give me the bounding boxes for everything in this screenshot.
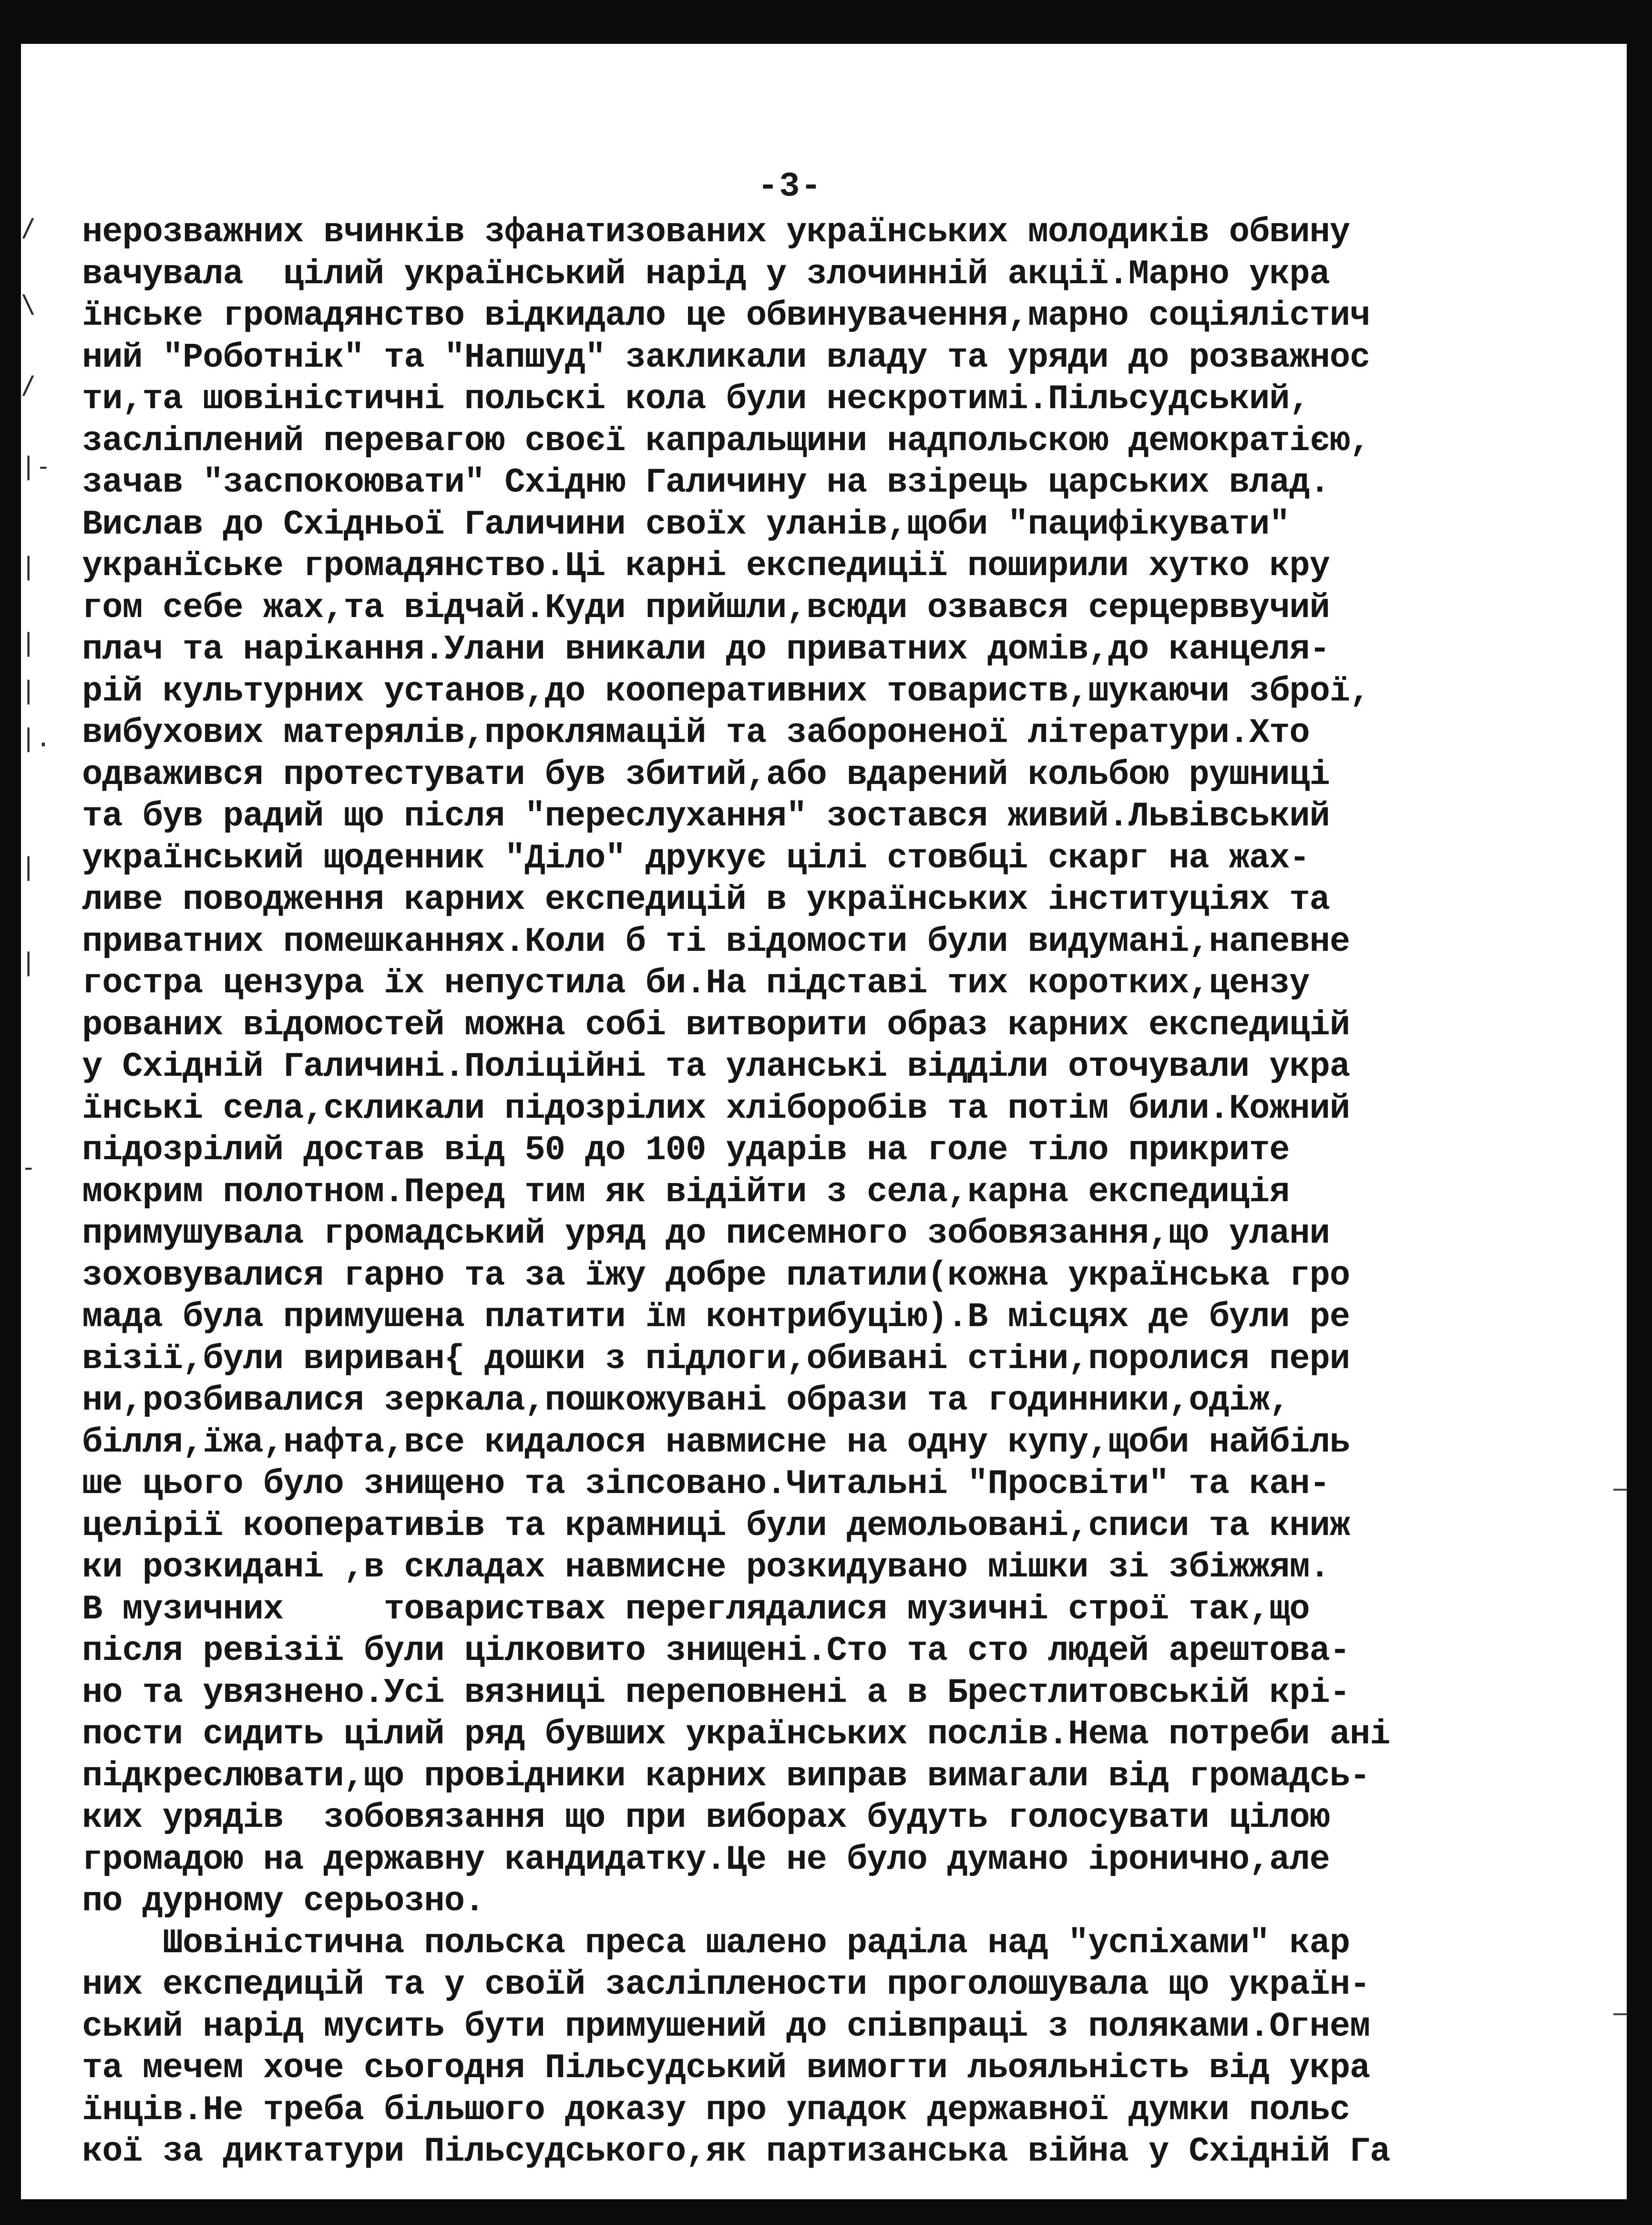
margin-mark: | (21, 948, 36, 977)
text-line: підозрілий достав від 50 до 100 ударів на голе тіло прикрите (82, 1131, 1290, 1170)
text-line: рій культурних установ,до кооперативних товариств,шукаючи зброї, (82, 671, 1370, 711)
text-line: зачав "заспокоювати" Східню Галичину на взірець царських влад. (82, 463, 1330, 502)
text-line: укранїське громадянство.Ці карні експедиції поширили хутко кру (82, 546, 1330, 586)
margin-mark: | (21, 628, 36, 657)
text-line: В музичних товариствах переглядалися музичні строї так,що (82, 1589, 1310, 1629)
text-line: візії,були вириван{ дошки з підлоги,обивані стіни,поролися пери (82, 1339, 1350, 1379)
text-line: но та увязнено.Усі вязниці переповнені а в Брестлитовській крі- (82, 1673, 1350, 1712)
text-line: по дурному серьозно. (82, 1882, 485, 1921)
text-line: Шовіністична польска преса шалено раділа над "успіхами" кар (82, 1923, 1350, 1963)
edge-tick-mark (1613, 2013, 1627, 2015)
text-line: білля,їжа,нафта,все кидалося навмисне на одну купу,щоби найбіль (82, 1422, 1350, 1462)
text-line: них експедицій та у своїй засліплености проголошувала що україн- (82, 1965, 1370, 2004)
text-line: мада була примушена платити їм контрибуцію).В місцях де були ре (82, 1298, 1350, 1337)
margin-mark: | (21, 853, 36, 881)
text-line: їнські села,скликали підозрілих хліборобів та потім били.Кожний (82, 1089, 1350, 1128)
page-sheet (21, 44, 1627, 2199)
text-line: нерозважних вчинків зфанатизованих українських молодиків обвину (82, 213, 1350, 252)
text-line: ливе поводження карних експедицій в українських інституціях та (82, 880, 1330, 919)
text-line: ни,розбивалися зеркала,пошкожувані образи та годинники,одіж, (82, 1381, 1290, 1420)
text-line: ких урядів зобовязання що при виборах будуть голосувати цілою (82, 1798, 1330, 1837)
text-line: їнське громадянство відкидало це обвинувачення,марно соціялістич (82, 296, 1370, 335)
text-line: гом себе жах,та відчай.Куди прийшли,всюди озвався серцерввучий (82, 588, 1330, 628)
text-line: їнців.Не треба більшого доказу про упадок державної думки польс (82, 2090, 1350, 2130)
text-line: гостра цензура їх непустила би.На підставі тих коротких,цензу (82, 964, 1310, 1003)
text-line: український щоденник "Діло" друкує цілі стовбці скарг на жах- (82, 838, 1310, 878)
text-line: підкреслювати,що провідники карних виправ вимагали від громадсь- (82, 1756, 1370, 1796)
margin-mark: |- (21, 452, 51, 481)
left-margin-marks (21, 44, 50, 2199)
edge-tick-mark (1613, 1489, 1627, 1491)
text-line: плач та нарікання.Улани вникали до приватних домів,до канцеля- (82, 630, 1330, 669)
text-line: кої за диктатури Пільсудського,як партизанська війна у Східній Га (82, 2132, 1390, 2171)
text-line: одважився протестувати був збитий,або вдарений кольбою рушниці (82, 755, 1330, 794)
text-line: громадою на державну кандидатку.Це не було думано іронично,але (82, 1840, 1330, 1879)
text-line: засліплений перевагою своєї капральщини надпольскою демократією, (82, 421, 1370, 461)
margin-mark: | (21, 676, 36, 705)
text-line: після ревізії були цілковито знищені.Сто та сто людей арештова- (82, 1631, 1350, 1670)
margin-mark: - (21, 1153, 36, 1182)
text-line: мокрим полотном.Перед тим як відійти з села,карна експедиція (82, 1172, 1290, 1212)
text-line: у Східній Галичині.Поліційні та уланські відділи оточували укра (82, 1047, 1350, 1086)
text-line: вачувала цілий український нарід у злочинній акції.Марно укра (82, 254, 1330, 294)
margin-mark: / (21, 214, 36, 242)
text-line: приватних помешканнях.Коли б ті відомости були видумані,напевне (82, 922, 1350, 961)
text-line: ний "Роботнік" та "Напшуд" закликали владу та уряди до розважнос (82, 338, 1370, 377)
margin-mark: | (21, 552, 36, 581)
text-line: зоховувалися гарно та за їжу добре платили(кожна українська гро (82, 1256, 1350, 1295)
text-line: ський нарід мусить бути примушений до співпраці з поляками.Огнем (82, 2007, 1370, 2046)
text-line: ки розкидані ,в складах навмисне розкидувано мішки зі збіжжям. (82, 1548, 1330, 1587)
text-line: примушувала громадський уряд до писемного зобовязання,що улани (82, 1214, 1330, 1253)
margin-mark: |. (21, 724, 51, 752)
margin-mark: \ (21, 290, 36, 319)
margin-mark: / (21, 371, 36, 400)
text-line: ше цього було знищено та зіпсовано.Читальні "Просвіти" та кан- (82, 1464, 1330, 1504)
page-number: -3- (758, 167, 822, 206)
text-line: та був радий що після "переслухання" зостався живий.Львівський (82, 797, 1330, 836)
text-line: Вислав до Східньої Галичини своїх уланів,щоби "пацифікувати" (82, 505, 1290, 544)
text-line: ти,та шовіністичні польскі кола були нескротимі.Пільсудський, (82, 380, 1310, 419)
text-line: пости сидить цілий ряд бувших українських послів.Нема потреби ані (82, 1715, 1390, 1754)
text-line: та мечем хоче сьогодня Пільсудський вимогти льояльність від укра (82, 2049, 1370, 2088)
text-line: рованих відомостей можна собі витворити образ карних експедицій (82, 1005, 1350, 1045)
text-line: целірії кооперативів та крамниці були демольовані,списи та книж (82, 1506, 1350, 1545)
text-line: вибухових матерялів,проклямацій та забороненої літератури.Хто (82, 713, 1310, 752)
typewritten-body (82, 212, 1536, 2171)
